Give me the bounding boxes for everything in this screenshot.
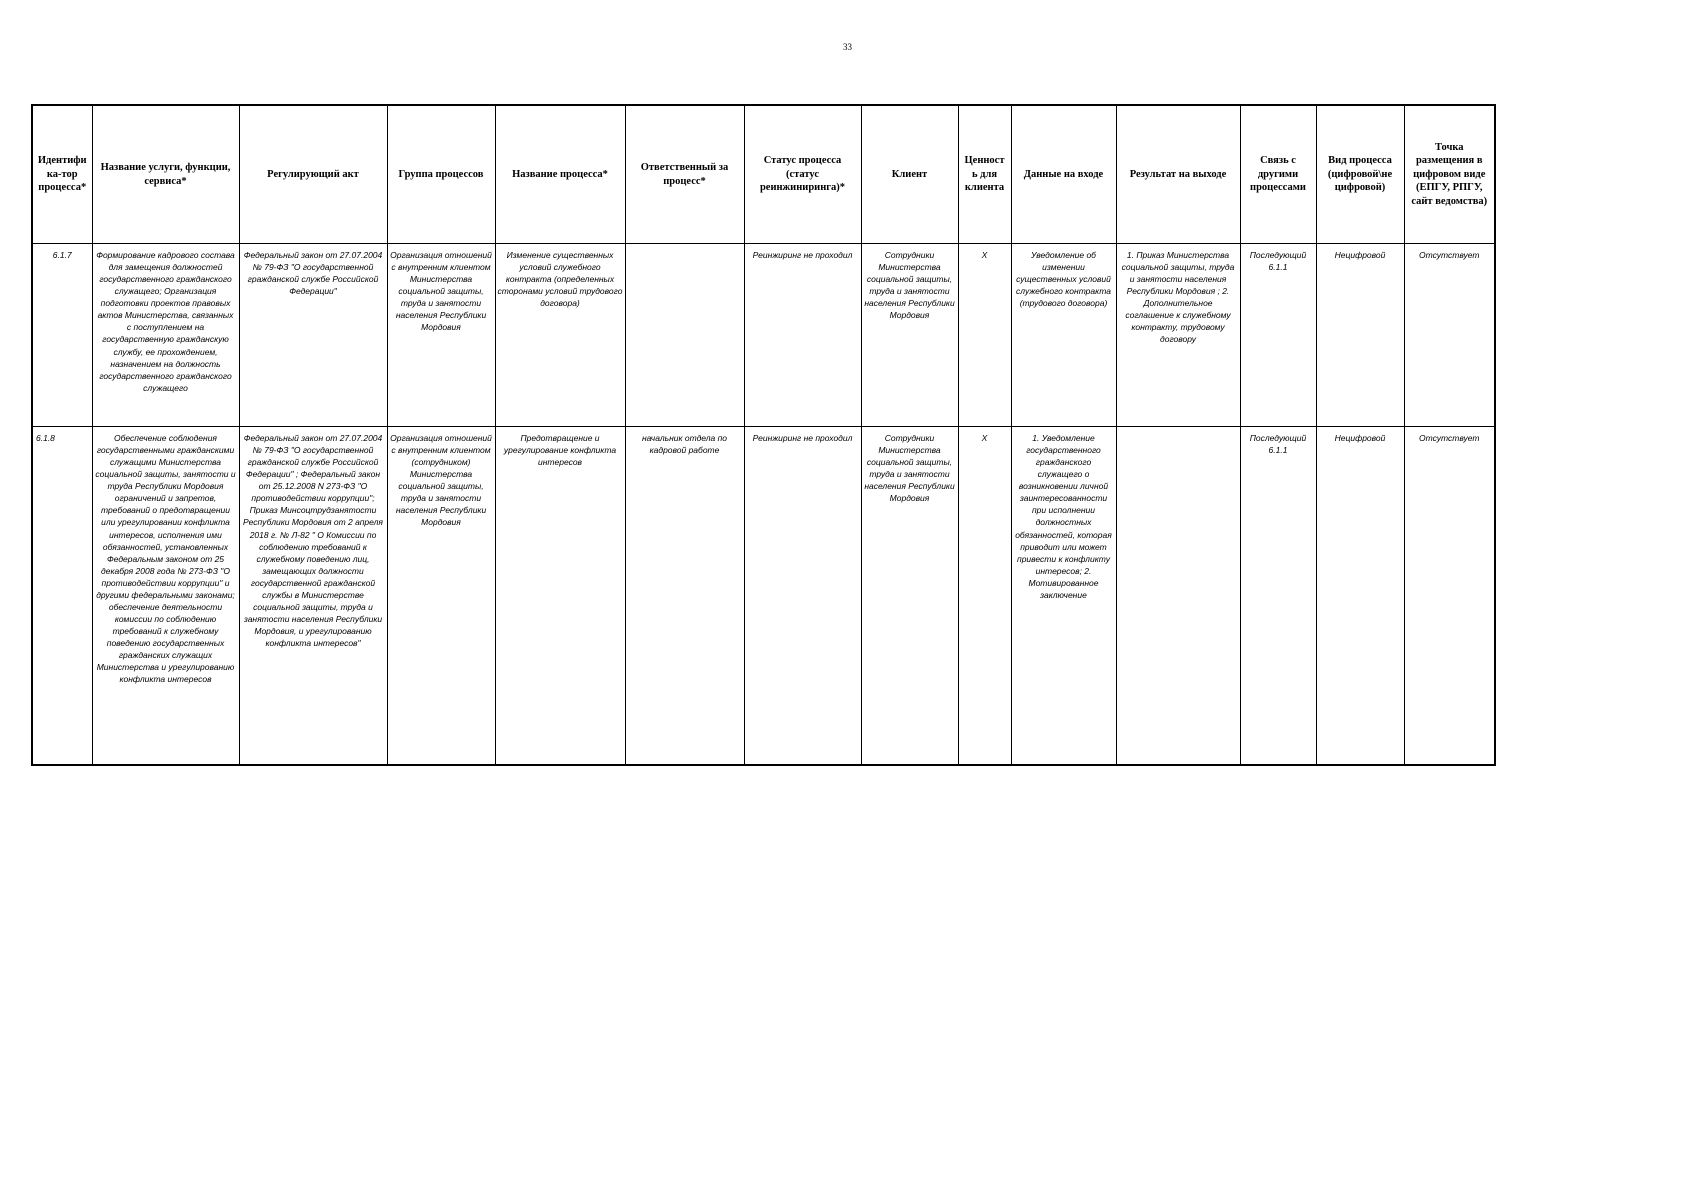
header-related-processes: Связь с другими процессами: [1240, 105, 1316, 244]
cell-process-group: Организация отношений с внутренним клиентом (сотрудником) Министерства социальной защиты, труда и занятости населения Республики Мордовия: [387, 427, 495, 766]
page-number: 33: [843, 42, 852, 52]
cell-digital-placement: Отсутствует: [1404, 244, 1495, 427]
cell-responsible: [625, 244, 744, 427]
cell-process-type: Нецифровой: [1316, 427, 1404, 766]
header-client-value: Ценност ь для клиента: [958, 105, 1011, 244]
header-output-result: Результат на выходе: [1116, 105, 1240, 244]
header-row: [32, 105, 1495, 244]
header-input-data: Данные на входе: [1011, 105, 1116, 244]
header-digital-placement: Точка размещения в цифровом виде (ЕПГУ, РПГУ, сайт ведомства): [1404, 105, 1495, 244]
header-process-group: Группа процессов: [387, 105, 495, 244]
cell-process-name: Предотвращение и урегулирование конфликта интересов: [495, 427, 625, 766]
cell-related-processes: Последующий 6.1.1: [1240, 244, 1316, 427]
header-process-type: Вид процесса (цифровой\не цифровой): [1316, 105, 1404, 244]
cell-related-processes: Последующий 6.1.1: [1240, 427, 1316, 766]
header-process-name: Название процесса*: [495, 105, 625, 244]
cell-regulating-act: Федеральный закон от 27.07.2004 № 79-ФЗ "О государственной гражданской службе Российской Федерации": [239, 244, 387, 427]
cell-responsible: начальник отдела по кадровой работе: [625, 427, 744, 766]
header-client: Клиент: [861, 105, 958, 244]
cell-client-value: Х: [958, 244, 1011, 427]
cell-identifier: 6.1.7: [32, 244, 92, 427]
header-identifier: Идентифи ка-тор процесса*: [32, 105, 92, 244]
cell-client: Сотрудники Министерства социальной защиты, труда и занятости населения Республики Мордовия: [861, 244, 958, 427]
cell-status: Реинжиринг не проходил: [744, 244, 861, 427]
process-table: [31, 104, 1496, 766]
cell-process-type: Нецифровой: [1316, 244, 1404, 427]
header-responsible: Ответственный за процесс*: [625, 105, 744, 244]
table-row: [32, 427, 1495, 766]
header-regulating-act: Регулирующий акт: [239, 105, 387, 244]
cell-client-value: Х: [958, 427, 1011, 766]
cell-output-result: 1. Приказ Министерства социальной защиты, труда и занятости населения Республики Мордовия ; 2. Дополнительное соглашение к служебному контракту, трудовому договору: [1116, 244, 1240, 427]
cell-input-data: Уведомление об изменении существенных условий служебного контракта (трудового договора): [1011, 244, 1116, 427]
cell-input-data: 1. Уведомление государственного гражданского служащего о возникновении личной заинтересованности при исполнении должностных обязанностей, которая приводит или может привести к конфликту интересов; 2. Мотивированное заключение: [1011, 427, 1116, 766]
cell-process-group: Организация отношений с внутренним клиентом Министерства социальной защиты, труда и занятости населения Республики Мордовия: [387, 244, 495, 427]
header-service-name: Название услуги, функции, сервиса*: [92, 105, 239, 244]
cell-output-result: [1116, 427, 1240, 766]
cell-client: Сотрудники Министерства социальной защиты, труда и занятости населения Республики Мордовия: [861, 427, 958, 766]
table-row: [32, 244, 1495, 427]
cell-regulating-act: Федеральный закон от 27.07.2004 № 79-ФЗ "О государственной гражданской службе Российской Федерации" ; Федеральный закон от 25.12.2008 N 273-ФЗ "О противодействии коррупции"; Приказ Минсоцтрудзанятости Республики Мордовия от 2 апреля 2018 г. № Л-82 " О Комиссии по соблюдению требований к служебному поведению лиц, замещающих должности государственной гражданской службы в Министерстве социальной защиты, труда и занятости населения Республики Мордовия, и урегулированию конфликта интересов": [239, 427, 387, 766]
cell-service-name: Формирование кадрового состава для замещения должностей государственного гражданского служащего; Организация подготовки проектов правовых актов Министерства, связанных с поступлением на государственную гражданскую службу, ее прохождением, назначением на должность государственного гражданского служащего: [92, 244, 239, 427]
header-status: Статус процесса (статус реинжиниринга)*: [744, 105, 861, 244]
cell-service-name: Обеспечение соблюдения государственными гражданскими служащими Министерства социальной защиты, занятости и труда Республики Мордовия ограничений и запретов, требований о предотвращении или урегулировании конфликта интересов, исполнения ими обязанностей, установленных Федеральным законом от 25 декабря 2008 года № 273-ФЗ "О противодействии коррупции" и другими федеральными законами; обеспечение деятельности комиссии по соблюдению требований к служебному поведению государственных гражданских служащих Министерства и урегулированию конфликта интересов: [92, 427, 239, 766]
cell-process-name: Изменение существенных условий служебного контракта (определенных сторонами условий трудового договора): [495, 244, 625, 427]
cell-digital-placement: Отсутствует: [1404, 427, 1495, 766]
cell-identifier: 6.1.8: [32, 427, 92, 766]
cell-status: Реинжиринг не проходил: [744, 427, 861, 766]
